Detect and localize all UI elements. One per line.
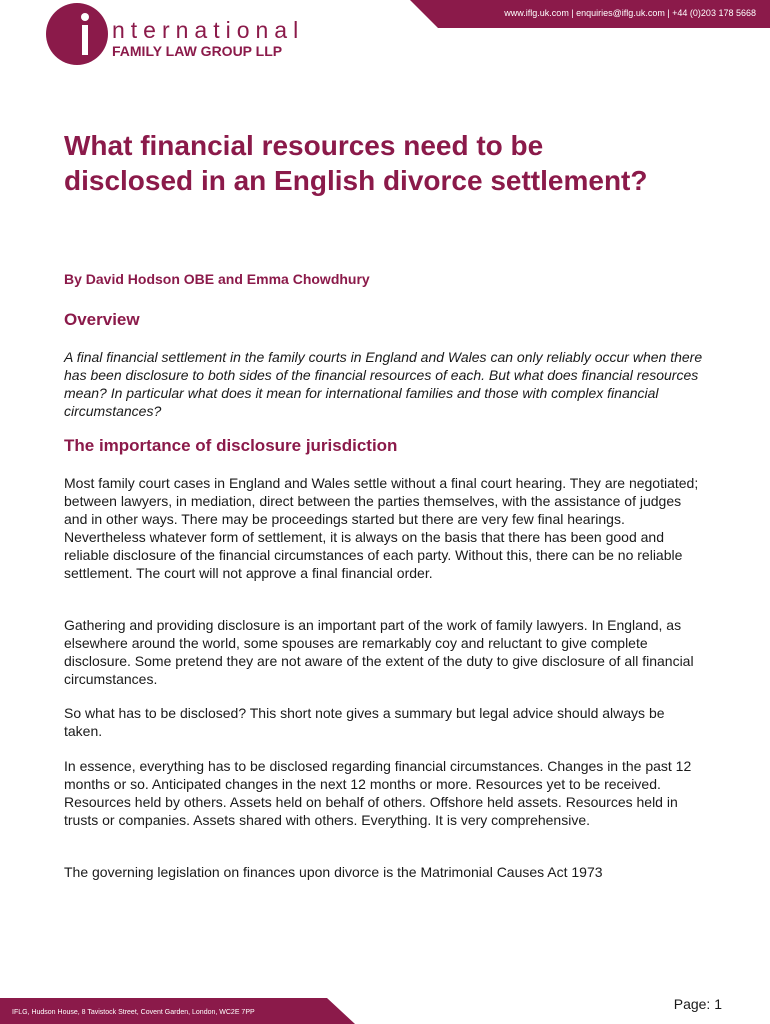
body-paragraph: Most family court cases in England and Wales settle without a final court hearing. They are negotiated; between lawyers, in mediation, direct between the parties themselves, with the assistance of judges and in other ways. There may be proceedings started but there are very few final hearings. Nevertheless whatever form of settlement, it is always on the basis that there has been good and reliable disclosure of the financial circumstances of each party. Without this, there can be no reliable settlement. The court will not approve a final financial order. <box>64 475 699 581</box>
logo-circle <box>46 3 108 65</box>
overview-paragraph: A final financial settlement in the family courts in England and Wales can only reliably occur when there has been disclosure to both sides of the financial resources of each. But what does financial resources mean? In particular what does it mean for international families and those with complex financial circumstances? <box>64 349 703 419</box>
body-paragraph: Gathering and providing disclosure is an important part of the work of family lawyers. In England, as elsewhere around the world, some spouses are remarkably coy and reluctant to give complete disclosure. Some pretend they are not aware of the extent of the duty to give disclosure of all financial circumstances. <box>64 617 694 687</box>
logo-i-stem <box>82 25 88 55</box>
logo-line1: nternational <box>112 17 305 43</box>
section-heading: The importance of disclosure jurisdiction <box>64 436 398 455</box>
logo-i-dot <box>81 13 89 21</box>
article-title: What financial resources need to be disclosed in an English divorce settlement? <box>64 130 648 196</box>
footer-address: IFLG, Hudson House, 8 Tavistock Street, Covent Garden, London, WC2E 7PP <box>12 1009 255 1016</box>
header-contact: www.iflg.uk.com | enquiries@iflg.uk.com | +44 (0)203 178 5668 <box>504 8 756 18</box>
page-number: Page: 1 <box>673 996 722 1012</box>
body-paragraph: In essence, everything has to be disclosed regarding financial circumstances. Changes in the past 12 months or so. Anticipated changes in the next 12 months or more. Resources yet to be received. Resources held by others. Assets held on behalf of others. Offshore held assets. Resources held in trusts or companies. Assets shared with others. Everything. It is very comprehensive. <box>64 758 692 828</box>
logo-line2: FAMILY LAW GROUP LLP <box>112 43 283 59</box>
body-paragraph: So what has to be disclosed? This short note gives a summary but legal advice should always be taken. <box>64 705 665 739</box>
body-paragraph: The governing legislation on finances upon divorce is the Matrimonial Causes Act 1973 <box>64 864 603 880</box>
article-byline: By David Hodson OBE and Emma Chowdhury <box>64 271 370 287</box>
overview-heading: Overview <box>64 310 140 329</box>
company-logo <box>46 3 306 65</box>
